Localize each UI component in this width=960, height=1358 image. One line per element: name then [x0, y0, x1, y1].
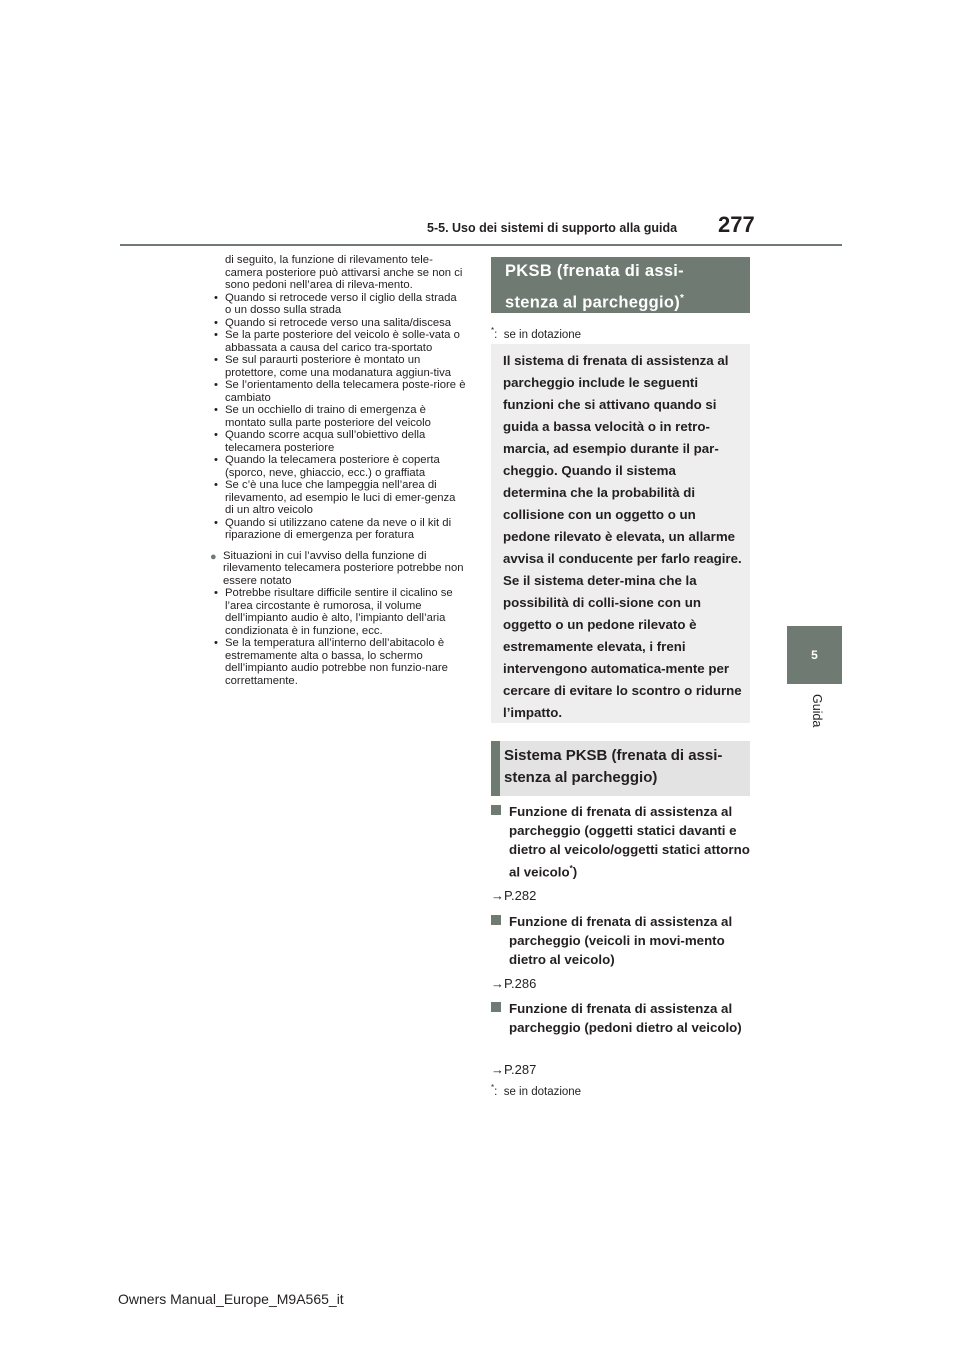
intro-continuation: di seguito, la funzione di rilevamento tele-camera posteriore può attivarsi anche se non ci sono pedoni nell’area di rileva-mento. — [225, 254, 463, 291]
pksb-heading: PKSB (frenata di assi- stenza al parcheggio)* — [491, 257, 750, 313]
square-bullet-icon — [491, 915, 501, 925]
footer-text: Owners Manual_Europe_M9A565_it — [118, 1291, 344, 1307]
footnote: *: se in dotazione — [491, 326, 582, 341]
list-item: • Potrebbe risultare difficile sentire il cicalino se l’area circostante è rumorosa, il volume dell’impianto audio è alto, l’impianto dell’aria condizionata è in funzione, ecc. — [214, 587, 453, 637]
list-item: • Se la temperatura all’interno dell’abitacolo è estremamente alta o bassa, lo schermo dell’impianto audio potrebbe non funzio-nare correttamente. — [214, 637, 448, 687]
circle-heading: ● Situazioni in cui l’avviso della funzione di rilevamento telecamera posteriore potrebbe non essere notato — [210, 549, 464, 587]
list-item: • Se la parte posteriore del veicolo è solle-vata o abbassata a causa del carico tra-sportato — [214, 329, 460, 354]
list-item: • Quando si retrocede verso il ciglio della strada o un dosso sulla strada — [214, 291, 457, 316]
page-reference-link[interactable]: →P.282 — [491, 888, 537, 903]
list-item: • Se c’è una luce che lampeggia nell’area di rilevamento, ad esempio le luci di emer-genza di un altro veicolo — [214, 479, 456, 516]
square-bullet-icon — [491, 1002, 501, 1012]
section-title: 5-5. Uso dei sistemi di supporto alla guida — [427, 221, 678, 235]
list-item: • Quando si retrocede verso una salita/discesa — [214, 316, 452, 329]
system-heading: Sistema PKSB (frenata di assi-stenza al parcheggio) — [491, 741, 750, 796]
list-item: • Quando la telecamera posteriore è coperta (sporco, neve, ghiaccio, ecc.) o graffiata — [214, 454, 440, 479]
header-divider — [120, 244, 842, 246]
page-reference-link[interactable]: →P.287 — [491, 1062, 537, 1077]
page-number: 277 — [718, 212, 755, 237]
list-item: • Quando scorre acqua sull’obiettivo della telecamera posteriore — [214, 429, 426, 454]
chapter-number: 5 — [811, 648, 818, 662]
list-item: • Se un occhiello di traino di emergenza è montato sulla parte posteriore del veicolo — [214, 404, 431, 429]
function-item: Funzione di frenata di assistenza al parcheggio (veicoli in movi-mento dietro al veicolo) — [491, 912, 751, 969]
list-item: • Se sul paraurti posteriore è montato un protettore, come una modanatura aggiun-tiva — [214, 354, 452, 379]
function-item: Funzione di frenata di assistenza al parcheggio (pedoni dietro al veicolo) — [491, 999, 751, 1037]
footnote: *: se in dotazione — [491, 1083, 582, 1098]
chapter-label: Guida — [810, 694, 824, 728]
chapter-tab — [787, 626, 842, 684]
square-bullet-icon — [491, 805, 501, 815]
page-reference-link[interactable]: →P.286 — [491, 976, 537, 991]
circle-bullet-icon: ● — [210, 550, 217, 563]
list-item: • Se l’orientamento della telecamera poste-riore è cambiato — [214, 379, 466, 404]
function-item: Funzione di frenata di assistenza al parcheggio (oggetti statici davanti e dietro al veicolo/oggetti statici attorno al veicolo*) — [491, 802, 751, 881]
left-column — [210, 254, 466, 687]
list-item: • Quando si utilizzano catene da neve o il kit di riparazione di emergenza per foratura — [214, 516, 452, 541]
intro-box: Il sistema di frenata di assistenza al parcheggio include le seguenti funzioni che si attivano quando si guida a bassa velocità o in retro-marcia, ad esempio durante il par-cheggio. Quando il sistema determina che la probabilità di collisione con un oggetto o un pedone rilevato è elevata, un allarme avvisa il conducente per farlo reagire. Se il sistema deter-mina che la possibilità di colli-sione con un oggetto o un pedone rilevato è estremamente elevata, i freni intervengono automatica-mente per cercare di evitare lo scontro o ridurne l’impatto. — [491, 344, 750, 723]
bullet-list-2 — [210, 587, 466, 687]
bullet-list-1 — [210, 292, 466, 542]
